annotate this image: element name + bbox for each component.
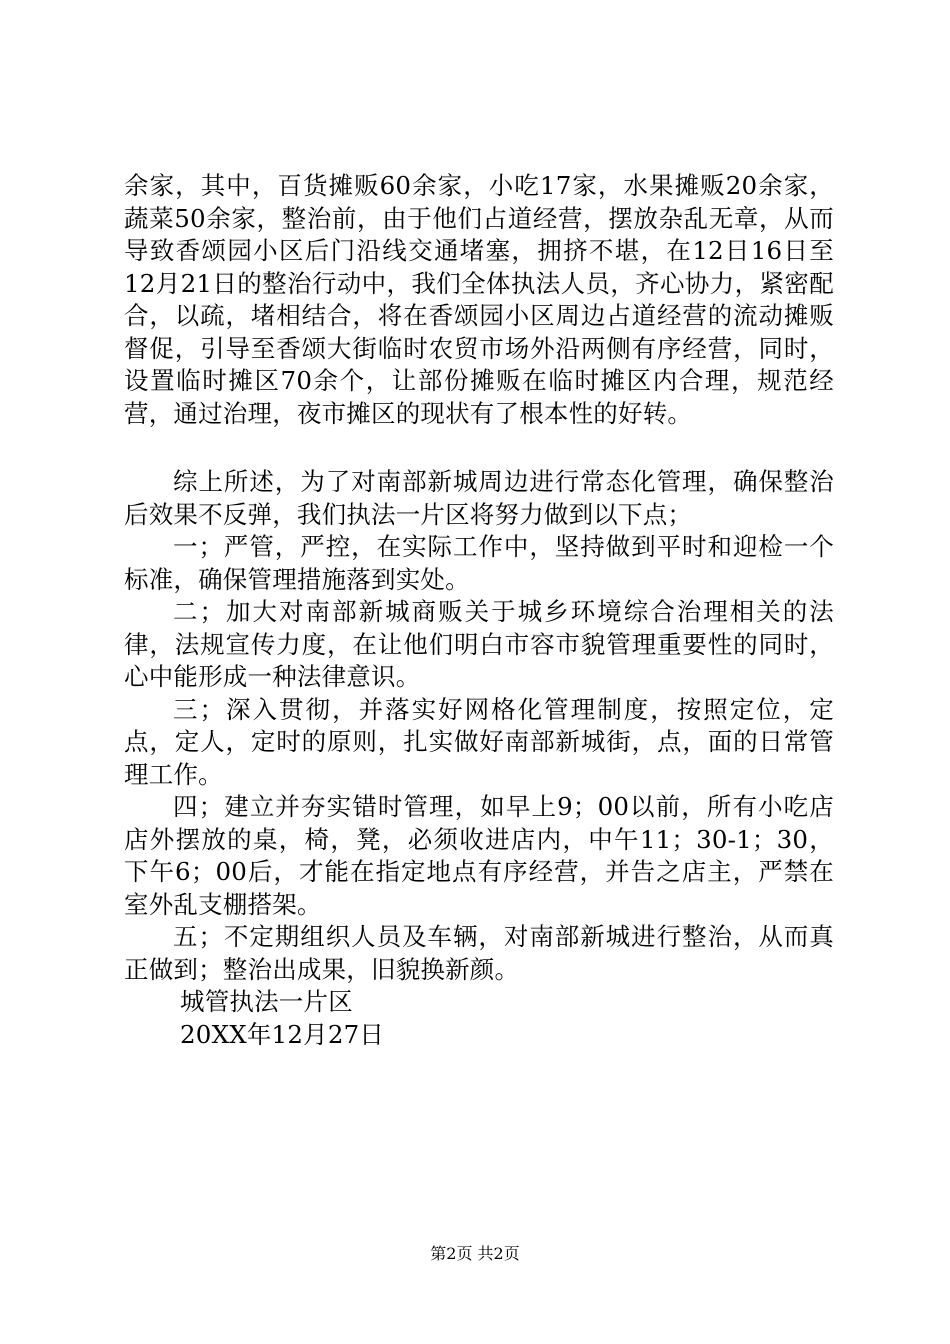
- list-item-5: 五；不定期组织人员及车辆，对南部新城进行整治，从而真正做到；整治出成果，旧貌换新颜。: [124, 922, 834, 984]
- page-footer: 第2页 共2页: [430, 1244, 520, 1263]
- list-item-2: 二；加大对南部新城商贩关于城乡环境综合治理相关的法律，法规宣传力度，在让他们明白市容市貌管理重要性的同时，心中能形成一种法律意识。: [124, 597, 834, 691]
- document-body: [124, 170, 834, 1051]
- list-item-3: 三；深入贯彻，并落实好网格化管理制度，按照定位，定点，定人，定时的原则，扎实做好南部新城街，点，面的日常管理工作。: [124, 694, 834, 789]
- signature-line: 城管执法一片区: [180, 987, 353, 1016]
- date-line: 20XX年12月27日: [180, 1019, 385, 1049]
- paragraph-continuation: 余家，其中，百货摊贩60余家，小吃17家，水果摊贩20余家，蔬菜50余家，整治前，由于他们占道经营，摆放杂乱无章，从而导致香颂园小区后门沿线交通堵塞，拥挤不堪，在12日16日至12月21日的整治行动中，我们全体执法人员，齐心协力，紧密配合，以疏，堵相结合，将在香颂园小区周边占道经营的流动摊贩督促，引导至香颂大街临时农贸市场外沿两侧有序经营，同时，设置临时摊区70余个，让部份摊贩在临时摊区内合理，规范经营，通过治理，夜市摊区的现状有了根本性的好转。: [124, 171, 834, 428]
- paragraph-gap: [124, 430, 834, 466]
- summary-paragraph: 综上所述，为了对南部新城周边进行常态化管理，确保整治后效果不反弹，我们执法一片区将努力做到以下点；: [124, 467, 834, 529]
- list-item-4: 四；建立并夯实错时管理，如早上9；00以前，所有小吃店店外摆放的桌，椅，凳，必须收进店内，中午11；30-1；30，下午6；00后，才能在指定地点有序经营，并告之店主，严禁在室外乱支棚搭架。: [124, 792, 834, 919]
- list-item-1: 一；严管，严控，在实际工作中，坚持做到平时和迎检一个标准，确保管理措施落到实处。: [124, 532, 834, 594]
